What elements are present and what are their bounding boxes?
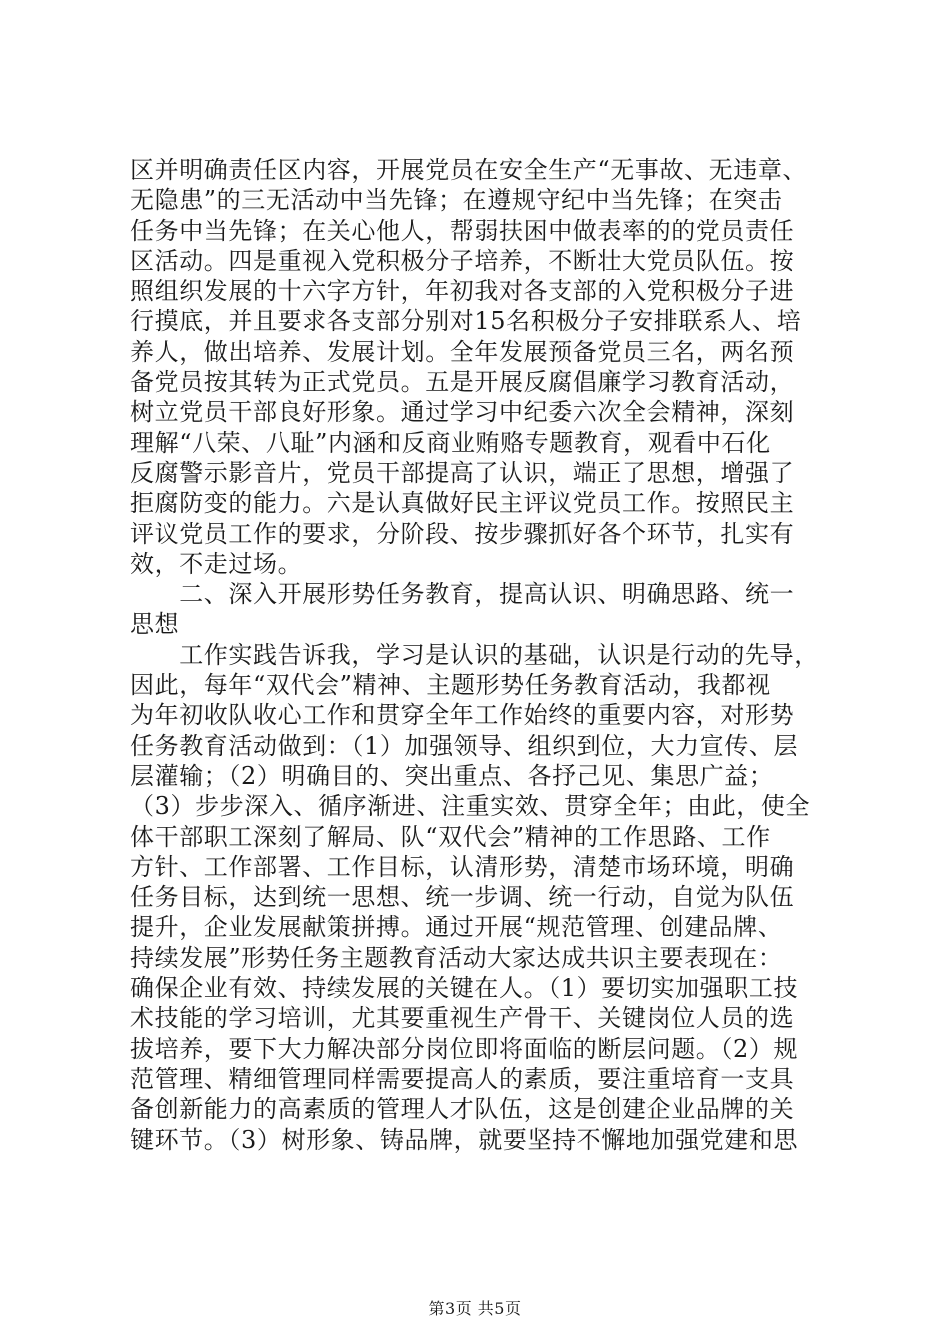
text-line: 术技能的学习培训，尤其要重视生产骨干、关键岗位人员的选 xyxy=(130,1004,795,1033)
page-number-footer: 第3页 共5页 xyxy=(428,1299,522,1318)
text-line: 效，不走过场。 xyxy=(130,549,303,578)
body-text xyxy=(130,155,830,1155)
section-heading-line: 二、深入开展形势任务教育，提高认识、明确思路、统一 xyxy=(130,580,795,609)
text-line: 区活动。四是重视入党积极分子培养，不断壮大党员队伍。按 xyxy=(130,246,795,275)
text-line: 无隐患”的三无活动中当先锋；在遵规守纪中当先锋；在突击 xyxy=(130,186,783,215)
text-line: 键环节。（3）树形象、铸品牌，就要坚持不懈地加强党建和思 xyxy=(130,1125,799,1154)
text-line: 任务教育活动做到：（1）加强领导、组织到位，大力宣传、层 xyxy=(130,731,799,760)
text-line: 任务中当先锋；在关心他人，帮弱扶困中做表率的的党员责任 xyxy=(130,216,795,245)
text-line: 持续发展”形势任务主题教育活动大家达成共识主要表现在： xyxy=(130,943,783,972)
text-line: 范管理、精细管理同样需要提高人的素质，要注重培育一支具 xyxy=(130,1064,795,1093)
text-line: 提升，企业发展献策拼搏。通过开展“规范管理、创建品牌、 xyxy=(130,913,783,942)
text-line: 养人，做出培养、发展计划。全年发展预备党员三名，两名预 xyxy=(130,337,795,366)
text-line: 树立党员干部良好形象。通过学习中纪委六次全会精神，深刻 xyxy=(130,398,795,427)
text-line: 理解“八荣、八耻”内涵和反商业贿赂专题教育，观看中石化 xyxy=(130,428,771,457)
text-line: 评议党员工作的要求，分阶段、按步骤抓好各个环节，扎实有 xyxy=(130,519,795,548)
text-line: 照组织发展的十六字方针，年初我对各支部的入党积极分子进 xyxy=(130,277,795,306)
text-line: 方针、工作部署、工作目标，认清形势，清楚市场环境，明确 xyxy=(130,852,795,881)
text-line: （3）步步深入、循序渐进、注重实效、贯穿全年；由此，使全 xyxy=(130,792,811,821)
section-heading-line: 思想 xyxy=(130,610,180,639)
text-line: 拔培养，要下大力解决部分岗位即将面临的断层问题。（2）规 xyxy=(130,1034,799,1063)
text-line: 拒腐防变的能力。六是认真做好民主评议党员工作。按照民主 xyxy=(130,489,795,518)
text-line: 因此，每年“双代会”精神、主题形势任务教育活动，我都视 xyxy=(130,671,771,700)
text-line: 备党员按其转为正式党员。五是开展反腐倡廉学习教育活动， xyxy=(130,368,795,397)
text-line: 确保企业有效、持续发展的关键在人。（1）要切实加强职工技 xyxy=(130,974,799,1003)
text-line: 反腐警示影音片，党员干部提高了认识，端正了思想，增强了 xyxy=(130,458,795,487)
text-line: 层灌输；（2）明确目的、突出重点、各抒己见、集思广益； xyxy=(130,761,774,790)
text-line: 工作实践告诉我，学习是认识的基础，认识是行动的先导， xyxy=(130,640,819,669)
text-line: 任务目标，达到统一思想、统一步调、统一行动，自觉为队伍 xyxy=(130,883,795,912)
text-line: 行摸底，并且要求各支部分别对15名积极分子安排联系人、培 xyxy=(130,307,802,336)
text-line: 区并明确责任区内容，开展党员在安全生产“无事故、无违章、 xyxy=(130,156,808,184)
text-line: 体干部职工深刻了解局、队“双代会”精神的工作思路、工作 xyxy=(130,822,771,851)
text-line: 为年初收队收心工作和贯穿全年工作始终的重要内容，对形势 xyxy=(130,701,795,730)
text-line: 备创新能力的高素质的管理人才队伍，这是创建企业品牌的关 xyxy=(130,1095,795,1124)
